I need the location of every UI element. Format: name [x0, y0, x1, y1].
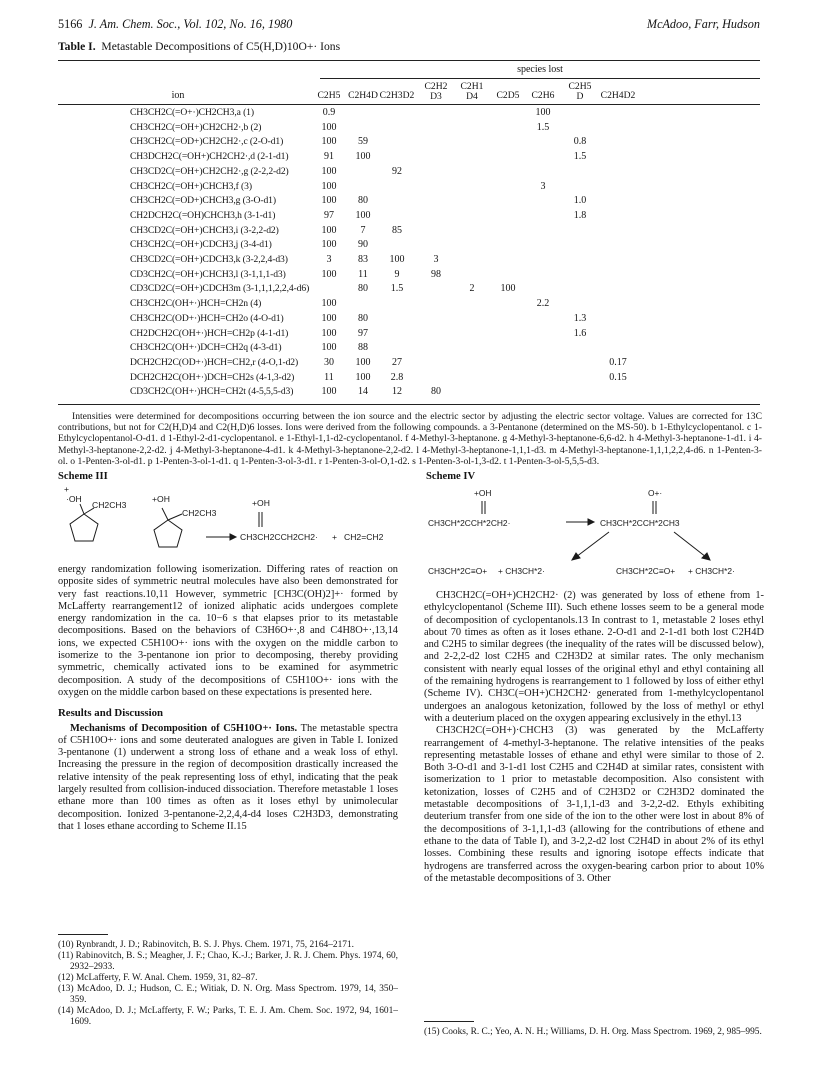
scheme4-acylium-right: CH3CH*2C≡O+: [616, 566, 676, 576]
scheme-iv-title: Scheme IV: [426, 471, 476, 482]
table-cell-value: 9: [394, 268, 400, 280]
paragraph-lead: Mechanisms of Decomposition of C5H10O+· Ions.: [70, 722, 298, 734]
species-lost-header: species lost: [517, 64, 563, 75]
metastable-decompositions-table: [58, 60, 760, 406]
scheme4-oh-plus: +OH: [474, 488, 492, 498]
table-cell-value: 11: [324, 371, 334, 383]
table-cell-value: 97: [358, 327, 368, 339]
species-lost-rule: [320, 78, 760, 79]
right-paragraph-1: CH3CH2C(=OH+)CH2CH2· (2) was generated by loss of ethene from 1-ethylcyclopentanol (Scheme III). Such ethene losses seem to be a general mode of decomposition of cyclopentanols.13 In contrast to 1, metastable 2 loses ethyl about 70 times as often as it loses ethane. 2-O-d1 and 2-1-d1 both lost C2H4D and C2H5 to similar degrees (the inequality of the rates will be discussed below), and 2-2,2-d2 lost C2H5 and C2H3D2 at similar rates. The only mechanism consistent with nearly equal losses of the original ethyl and ethyl containing all of the remaining hydrogens is rearrangement to 1 followed by loss of either ethyl (Scheme IV). CH3C(=OH+)CH2CH2· generated from 1-methylcyclopentanol undergoes an analogous ketonization, followed by the loss of methyl or ethyl with a deuterium placed on the oxygen appearing exclusively in the ethyl.13: [424, 590, 764, 724]
table-row-ion: CH2DCH2C(OH+·)HCH=CH2p (4-1-d1): [130, 327, 289, 339]
table-cell-value: 0.9: [322, 107, 336, 118]
column-header: C2H3D2: [379, 90, 415, 101]
table-cell-value: 100: [355, 356, 371, 368]
table-cell-value: 100: [355, 209, 371, 221]
table-row-ion: CH3CH2C(OH+·)DCH=CH2q (4-3-d1): [130, 342, 282, 354]
column-header-part: C2H1: [460, 81, 484, 92]
table-cell-value: 100: [321, 298, 337, 310]
ring2-oh-bond: [162, 508, 168, 520]
table-row-ion: CH3CD2C(=OH+)CH2CH2·,g (2-2,2-d2): [130, 165, 289, 177]
table-row-ion: CH2DCH2C(=OH)CHCH3,h (3-1-d1): [130, 209, 276, 221]
left-fragmentation-arrow: [576, 532, 609, 557]
table-cell-value: 14: [358, 386, 368, 398]
column-header: C2H4D2: [600, 90, 636, 101]
column-header-part: D4: [466, 91, 478, 102]
table-cell-value: 3: [326, 254, 332, 265]
table-cell-value: 100: [321, 180, 337, 192]
table-cell-value: 100: [321, 165, 337, 177]
table-cell-value: 0.15: [609, 371, 627, 383]
left-paragraph-1: energy randomization following isomerization. Differing rates of reaction on opposite sides of symmetric neutral molecules have also been demonstrated for very fast reactions.10,11 However, symmetric [CH3C(OH)2]+· formed by McLafferty rearrangement12 of ionized aliphatic acids undergoes complete energy randomization in the ca. 10−6 s that elapses prior to its metastable decompositions. Based on the behaviors of C3H6O+·,8 and C4H8O+·,13,14 ions, we expected C5H10O+· ions with the oxygen on the middle carbon to isomerize to the 3-pentanone ion prior to decomposing, thereby providing symmetric, chemically activated ions to be examined for asymmetric decomposition. A study of the decompositions of C5H10O+· ions with the oxygen on the middle carbon based on these expectations is presented here.: [58, 564, 398, 698]
table-row-ion: CD3CH2C(OH+·)HCH=CH2t (4-5,5,5-d3): [130, 386, 294, 398]
cyclopentane-ring-1: [70, 514, 98, 541]
right-fragmentation-arrow: [674, 532, 706, 557]
table-row-ion: CH3CH2C(=OH+)CDCH3,j (3-4-d1): [130, 239, 272, 251]
table-cell-value: 88: [358, 342, 368, 354]
references-left: [58, 940, 398, 1028]
table-cell-value: 100: [321, 312, 337, 324]
cyclopentane-ring-2: [154, 520, 182, 547]
scheme3-oh-plus-2: +OH: [252, 498, 270, 508]
table-cell-value: 100: [321, 224, 337, 236]
table-cell-value: 0.8: [573, 136, 587, 148]
table-bottom-rule: [58, 404, 760, 405]
table-row-ion: CH3CD2C(=OH+)CDCH3,k (3-2,2,4-d3): [130, 254, 288, 265]
section-heading: Results and Discussion: [58, 707, 164, 720]
scheme4-ethyl-right: + CH3CH*2·: [688, 566, 735, 576]
reference-11: (11) Rabinovitch, B. S.; Meagher, J. F.; Chao, K.-J.; Barker, J. R. J. Chem. Phys. 1974, 60, 2932–2933.: [58, 951, 398, 972]
table-cell-value: 2.2: [536, 298, 550, 310]
table-cell-value: 92: [392, 165, 402, 177]
table-cell-value: 2: [469, 283, 475, 295]
table-cell-value: 100: [500, 283, 516, 295]
table-row-ion: CH3CH2C(=OH+)CHCH3,f (3): [130, 180, 252, 192]
table-row-ion: CD3CH2C(=OH+)CHCH3,l (3-1,1,1-d3): [130, 268, 286, 280]
footnote-separator-right: [424, 1021, 474, 1022]
scheme4-ketone-ion: CH3CH*2CCH*2CH3: [600, 518, 680, 528]
reference-12: (12) McLafferty, F. W. Anal. Chem. 1959, 31, 82–87.: [58, 973, 258, 983]
page-number-and-journal: 5166 J. Am. Chem. Soc., Vol. 102, No. 16, 1980: [58, 17, 293, 31]
table-cell-value: 3: [540, 180, 546, 192]
column-header-part: D: [576, 91, 584, 102]
column-header: C2H6: [531, 90, 555, 101]
table-cell-value: 100: [535, 107, 551, 118]
table-cell-value: 11: [358, 268, 368, 280]
table-cell-value: 1.5: [536, 121, 550, 133]
column-header-part: C2H2: [424, 81, 448, 92]
reference-15: (15) Cooks, R. C.; Yeo, A. N. H.; Williams, D. H. Org. Mass Spectrom. 1969, 2, 985–995.: [424, 1027, 762, 1037]
table-cell-value: 1.0: [573, 195, 587, 207]
table-cell-value: 98: [431, 268, 441, 280]
table-cell-value: 100: [355, 151, 371, 163]
scheme3-oh-radical: ·OH: [66, 494, 82, 504]
table-cell-value: 1.6: [573, 327, 587, 339]
reaction-arrow-head: [230, 534, 236, 540]
scheme3-ethyl-2: CH2CH3: [182, 508, 217, 518]
table-row-ion: CH3CH2C(=OD+)CHCH3,g (3-O-d1): [130, 195, 276, 207]
scheme4-reactant: CH3CH*2CCH*2CH2·: [428, 518, 511, 528]
table-cell-value: 80: [358, 195, 368, 207]
table-cell-value: 59: [358, 136, 368, 148]
table-cell-value: 100: [321, 327, 337, 339]
table-cell-value: 100: [321, 268, 337, 280]
scheme4-ethyl-left: + CH3CH*2·: [498, 566, 545, 576]
table-cell-value: 91: [324, 151, 334, 163]
reference-13: (13) McAdoo, D. J.; Hudson, C. E.; Witiak, D. N. Org. Mass Spectrom. 1979, 14, 350–359.: [58, 984, 398, 1005]
table-cell-value: 83: [358, 254, 368, 265]
scheme3-oh-plus: +OH: [152, 494, 170, 504]
table-cell-value: 100: [321, 239, 337, 251]
table-row-ion: DCH2CH2C(OD+·)HCH=CH2,r (4-O,1-d2): [130, 356, 299, 368]
running-authors: McAdoo, Farr, Hudson: [646, 17, 760, 31]
column-header: C2H4D: [348, 90, 378, 101]
table-row-ion: CH3CH2C(OD+·)HCH=CH2o (4-O-d1): [130, 312, 284, 324]
column-header: C2D5: [496, 90, 520, 101]
right-paragraph-2: CH3CH2C(=OH+)·CHCH3 (3) was generated by the McLafferty rearrangement of 4-methyl-3-heptanone. The relative intensities of the peaks representing metastable losses of ethane and ethyl were similar to those of 2. Both 3-O-d1 and 3-1-d1 lost C2H5 and C2H4D at similar rates, consistent with isomerization to 1 prior to metastable decomposition. Also consistent with ketonization, losses of C2H5 and of C2H3D2 or C2H3D2 dominated the metastable decompositions of 3-1,1,1-d3 and 3-2,2-d2. Ethyls exhibiting deuterium transfer from one side of the ion to the other were lost in about 8% of the decompositions of 3-1,1,1-d3 (allowing for the contributions of ethene and ethane to the data of Table I), and 3-2,2-d2 lost C2H4D in about 2% of its ethyl losses. Combining these results and ignoring isotope effects indicate that hydrogens are transferred across the oxygen-bearing carbon prior to about 10% of the metastable decompositions of 3. Other: [424, 725, 764, 884]
scheme-iii-diagram: [58, 486, 403, 556]
scheme3-product-ion: CH3CH2CCH2CH2·: [240, 532, 318, 542]
table-cell-value: 100: [389, 254, 405, 265]
table-row-ion: DCH2CH2C(OH+·)DCH=CH2s (4-1,3-d2): [130, 371, 295, 383]
table-cell-value: 100: [321, 342, 337, 354]
column-header-part: D3: [430, 91, 442, 102]
right-fragmentation-arrow-head: [702, 553, 710, 560]
scheme3-plus-2: +: [332, 532, 338, 542]
table-cell-value: 80: [431, 386, 441, 398]
table-cell-value: 85: [392, 224, 402, 236]
table-caption: Table I. Metastable Decompositions of C5(H,D)10O+· Ions: [58, 40, 341, 53]
left-paragraph-2: Mechanisms of Decomposition of C5H10O+· Ions. The metastable spectra of C5H10O+· ions and some deuterated analogues are given in Table I. Ionized 3-pentanone (1) underwent a strong loss of ethane and a weak loss of ethyl. Increasing the pressure in the region of decomposition drastically increased the relative intensity of the peak representing loss of ethyl, indicating that the peak largely resulted from collision-induced dissociation. Therefore metastable 1 loses ethane more than 100 times as often as it loses ethyl by unimolecular decomposition. Ionized 3-pentanone-2,2,4,4-d4 loses C2H3D3, demonstrating that 1 loses ethane according to Scheme II.15: [58, 722, 398, 832]
table-cell-value: 12: [392, 386, 402, 398]
column-header-part: C2H5: [568, 81, 592, 92]
table-top-rule: [58, 60, 760, 61]
header-bottom-rule: [58, 104, 760, 105]
table-cell-value: 27: [392, 356, 402, 368]
table-row-ion: CH3CH2C(=OD+)CH2CH2·,c (2-O-d1): [130, 136, 284, 148]
table-cell-value: 30: [324, 356, 334, 368]
table-cell-value: 0.17: [609, 356, 627, 368]
table-row-ion: CH3CD2C(=OH+)CHCH3,i (3-2,2-d2): [130, 224, 279, 236]
scheme3-ethyl-1: CH2CH3: [92, 500, 127, 510]
scheme4-acylium-left: CH3CH*2C≡O+: [428, 566, 488, 576]
reference-14: (14) McAdoo, D. J.; McLafferty, F. W.; Parks, T. E. J. Am. Chem. Soc. 1972, 94, 1601–1609.: [58, 1006, 398, 1027]
table-cell-value: 100: [321, 121, 337, 133]
column-header: C2H5: [317, 90, 341, 101]
table-row-ion: CH3DCH2C(=OH+)CH2CH2·,d (2-1-d1): [130, 151, 289, 163]
table-row-ion: CH3CH2C(=O+·)CH2CH3,a (1): [130, 107, 254, 118]
scheme3-ethene: CH2=CH2: [344, 532, 384, 542]
scheme-iii-title: Scheme III: [58, 471, 108, 482]
footnote-separator: [58, 934, 108, 935]
table-cell-value: 2.8: [390, 371, 404, 383]
ring1-oh-bond: [80, 504, 84, 514]
table-row-ion: CH3CH2C(OH+·)HCH=CH2n (4): [130, 298, 262, 310]
scheme3-plus-1: +: [64, 486, 70, 494]
table-cell-value: 100: [321, 386, 337, 398]
isomerization-arrow-head: [588, 519, 594, 525]
left-column: [58, 564, 398, 833]
table-cell-value: 90: [358, 239, 368, 251]
table-row-ion: CD3CD2C(=OH+)CDCH3m (3-1,1,1,2,2,4-d6): [130, 283, 310, 295]
scheme-iv-diagram: [426, 484, 762, 580]
references-right: [424, 1027, 764, 1038]
table-cell-value: 7: [360, 224, 366, 236]
reference-10: (10) Rynbrandt, J. D.; Rabinovitch, B. S. J. Phys. Chem. 1971, 75, 2164–2171.: [58, 940, 354, 950]
table-cell-value: 3: [433, 254, 439, 265]
ion-column-header: ion: [171, 90, 185, 101]
table-cell-value: 1.8: [573, 209, 587, 221]
table-row-ion: CH3CH2C(=OH+)CH2CH2·,b (2): [130, 121, 262, 133]
table-cell-value: 80: [358, 312, 368, 324]
right-column: [424, 590, 764, 885]
table-cell-value: 100: [355, 371, 371, 383]
table-cell-value: 1.5: [573, 151, 587, 163]
table-footnote: Intensities were determined for decompositions occurring between the ion source and the electric sector by adjusting the electric sector voltage. Values are corrected for 13C contributions, but not for C2(H,D)4 and C2(H,D)6 losses. Ions were derived from the following compounds. a 3-Pentanone (determined on the MS-50). b 1-Ethylcyclopentanol. c 1-Ethylcyclopentanol-O-d1. d 1-Ethyl-2-d1-cyclopentanol. e 1-Ethyl-1,1-d2-cyclopentanol. f 4-Methyl-3-heptanone. g 4-Methyl-3-heptanone-6,6-d2. h 4-Methyl-3-heptanone-1-d1. i 4-Methyl-3-heptanone-2,2-d2. j 4-Methyl-3-heptanone-4-d1. k 4-Methyl-3-heptanone-2,2-d2. l 4-Methyl-3-heptanone-1,1,1-d3. m 4-Methyl-3-heptanone-1,1,1,2,2,4-d6. n 1-Penten-3-ol. o 1-Penten-3-ol-d1. p 1-Penten-3-ol-1-d1. q 1-Penten-3-ol-3-d1. r 1-Penten-3-ol-O,1-d2. s 1-Penten-3-ol-1,3-d2. t 1-Penten-3-ol-5,5,5-d3.: [58, 411, 762, 467]
table-cell-value: 1.3: [573, 312, 587, 324]
table-cell-value: 100: [321, 195, 337, 207]
ring2-substituent-bond: [168, 514, 182, 520]
table-cell-value: 97: [324, 209, 334, 221]
table-cell-value: 80: [358, 283, 368, 295]
table-cell-value: 100: [321, 136, 337, 148]
table-cell-value: 1.5: [390, 283, 404, 295]
scheme4-o-plus-radical: O+·: [648, 488, 663, 498]
left-fragmentation-arrow-head: [572, 553, 580, 560]
